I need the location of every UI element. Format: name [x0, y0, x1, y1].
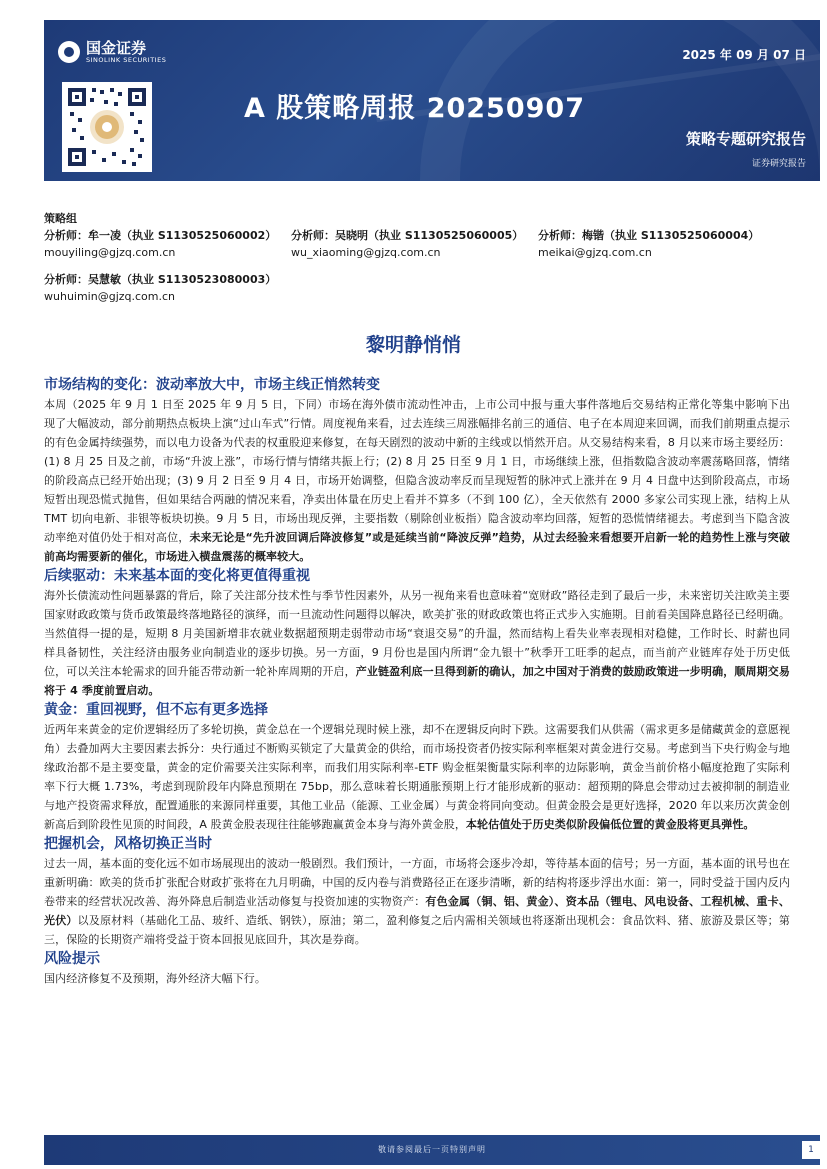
- header-band: [44, 20, 820, 181]
- report-type: 策略专题研究报告: [685, 130, 806, 148]
- logo-cn: 国金证券: [86, 39, 147, 57]
- section-text-body: 近两年来黄金的定价逻辑经历了多轮切换，黄金总在一个逻辑兑现时候上涨，却不在逻辑反向时下跌。这需要我们从供需（需求更多是储藏黄金的意愿视角）去叠加两大主要因素去拆分：央行通过不断购买锁定了大量黄金的供给，而市场投资者仍按实际利率框架对黄金进行交易。考虑到当下央行购金与地缘政治都不是主要变量，黄金的定价需要关注实际利率，而我们用实际利率-ETF 购金框架衡量实际利率的边际影响，黄金当前价格小幅度抢跑了实际利率下行大概 1.73%，考虑到现阶段年内降息预期在 75bp，那么意味着长期通胀预期上行才能形成新的驱动：超预期的降息会带动过去被抑制的制造业与地产投资需求释放，配置通胀的来源同样重要，其他工业品（能源、工业金属）与黄金将同向变动。但黄金股会是更好选择，2020 年以来历次黄金创新高后到阶段性见顶的时间段，A 股黄金股表现往往能够跑赢黄金本身与海外黄金股，: [44, 723, 790, 831]
- logo-en: SINOLINK SECURITIES: [86, 56, 167, 64]
- logo-icon: [58, 41, 80, 63]
- report-headline: 黎明静悄悄: [365, 334, 461, 356]
- author-block: [44, 210, 820, 305]
- section-text-body: 本周（2025 年 9 月 1 日至 2025 年 9 月 5 日，下同）市场在海外债市流动性冲击，上市公司中报与重大事件落地后交易结构正常化等集中影响下出现了大幅波动，部分前期热点板块上演“过山车式”行情。周度视角来看，过去连续三周涨幅排名前三的通信、电子在本周迎来回调，而我们前期重点提示的有色金属持续强势，而以电力设备为代表的权重股迎来修复，在每天剧烈的波动中新的主线或以悄然开启。从交易结构来看，8 月以来市场主要经历：(1) 8 月 25 日及之前，市场“升波上涨”，市场行情与情绪共振上行；(2) 8 月 25 日至 9 月 1 日，市场继续上涨，但指数隐含波动率震荡略回落，情绪的阶段高点已经开始出现；(3) 9 月 2 日至 9 月 4 日，市场开始调整，但隐含波动率反而呈现短暂的脉冲式上涨并在 9 月 4 日盘中达到阶段高点，市场短暂出现恐慌式抛售，但如果结合两融的情况来看，净卖出体量在历史上看并不算多（不到 100 亿），全天依然有 2000 多家公司实现上涨，结构上从 TMT 切向电新、非银等板块切换。9 月 5 日，市场出现反弹，主要指数（剔除创业板指）隐含波动率均回落，短暂的恐慌情绪褪去。考虑到当下隐含波动率绝对值仍处于相对高位，: [44, 398, 790, 544]
- author-card: [291, 227, 538, 261]
- section-title: 黄金：重回视野，但不忘有更多选择: [44, 702, 268, 718]
- author-row: [44, 271, 820, 305]
- section-text-bold: 本轮估值处于历史类似阶段偏低位置的黄金股将更具弹性。: [465, 818, 755, 831]
- qr-code-icon: [62, 82, 152, 172]
- report-body: [44, 375, 790, 988]
- section-text: [44, 969, 790, 988]
- report-date: 2025 年 09 月 07 日: [682, 48, 806, 62]
- author-name: 分析师：吴慧敏（执业 S1130523080003）: [44, 273, 277, 286]
- section-title: 风险提示: [44, 951, 100, 967]
- author-name: 分析师：梅锴（执业 S1130525060004）: [538, 229, 760, 242]
- author-email[interactable]: wu_xiaoming@gjzq.com.cn: [291, 246, 441, 259]
- section-title: 市场结构的变化：波动率放大中，市场主线正悄然转变: [44, 377, 380, 393]
- footer-disclaimer[interactable]: 敬请参阅最后一页特别声明: [378, 1145, 486, 1154]
- section-text: [44, 586, 790, 700]
- report-subtitle: 证券研究报告: [751, 159, 806, 169]
- page-number: 1: [802, 1141, 820, 1159]
- section-text: [44, 395, 790, 566]
- footer-band: [44, 1135, 820, 1165]
- section: [44, 834, 790, 949]
- section-text-body: 海外长债流动性问题暴露的背后，除了关注部分技术性与季节性因素外，从另一视角来看也意味着“宽财政”路径走到了最后一步，未来密切关注欧美主要国家财政政策与货币政策最终落地路径的演绎，而一旦流动性问题得以解决，欧美扩张的财政政策也将正式步入实施期。目前看美国降息路径已经明确。当然值得一提的是，短期 8 月美国新增非农就业数据超预期走弱带动市场“衰退交易”的升温，然而结构上看失业率表现相对稳健，工作时长、时薪也同样具备韧性，关注经济由服务业向制造业的逐步切换。另一方面，9 月份也是国内所谓“金九银十”秋季开工旺季的起点，而当前产业链库存处于历史低位，可以关注本轮需求的回升能否带动新一轮补库周期的开启，: [44, 589, 790, 678]
- author-email[interactable]: wuhuimin@gjzq.com.cn: [44, 290, 176, 303]
- section-text-bold: 有色金属（铜、铝、黄金）、资本品（锂电、风电设备、工程机械、重卡、光伏）: [44, 895, 790, 927]
- author-row: [44, 227, 820, 261]
- section-text-bold: 未来无论是“先升波回调后降波修复”或是延续当前“降波反弹”趋势，从过去经验来看想要开启新一轮的趋势性上涨与突破前高均需要新的催化，市场进入横盘震荡的概率较大。: [44, 531, 790, 563]
- section: [44, 566, 790, 700]
- author-email[interactable]: meikai@gjzq.com.cn: [538, 246, 652, 259]
- section-text-body: 国内经济修复不及预期，海外经济大幅下行。: [44, 972, 266, 985]
- section-text: [44, 854, 790, 949]
- author-card: [44, 227, 291, 261]
- author-name: 分析师：吴晓明（执业 S1130525060005）: [291, 229, 524, 242]
- section-text: [44, 720, 790, 834]
- section: [44, 375, 790, 566]
- section-title: 把握机会，风格切换正当时: [44, 836, 212, 852]
- company-logo: [58, 40, 166, 64]
- author-name: 分析师：牟一凌（执业 S1130525060002）: [44, 229, 277, 242]
- section-text-tail: 以及原材料（基础化工品、玻纤、造纸、钢铁），原油；第二，盈利修复之后内需相关领域也将逐渐出现机会：食品饮料、猪、旅游及景区等；第三，保险的长期资产端将受益于资本回报见底回升，其次是券商。: [44, 914, 790, 946]
- report-title: A 股策略周报 20250907: [244, 93, 585, 124]
- section: [44, 949, 790, 988]
- team-name: 策略组: [44, 212, 77, 225]
- section-text-bold: 产业链盈利底一旦得到新的确认，加之中国对于消费的鼓励政策进一步明确，顺周期交易将于 4 季度前置启动。: [44, 665, 790, 697]
- section-title: 后续驱动：未来基本面的变化将更值得重视: [44, 568, 310, 584]
- section: [44, 700, 790, 834]
- author-card: [538, 227, 785, 261]
- section-text-body: 过去一周，基本面的变化远不如市场展现出的波动一般剧烈。我们预计，一方面，市场将会逐步冷却，等待基本面的信号；另一方面，基本面的讯号也在重新明确：欧美的货币扩张配合财政扩张将在九月明确，中国的反内卷与消费路径正在逐步清晰，新的结构将逐步浮出水面：第一，同时受益于国内反内卷带来的经营状况改善、海外降息后制造业活动修复与投资加速的实物资产：: [44, 857, 790, 908]
- author-email[interactable]: mouyiling@gjzq.com.cn: [44, 246, 176, 259]
- author-card: [44, 271, 344, 305]
